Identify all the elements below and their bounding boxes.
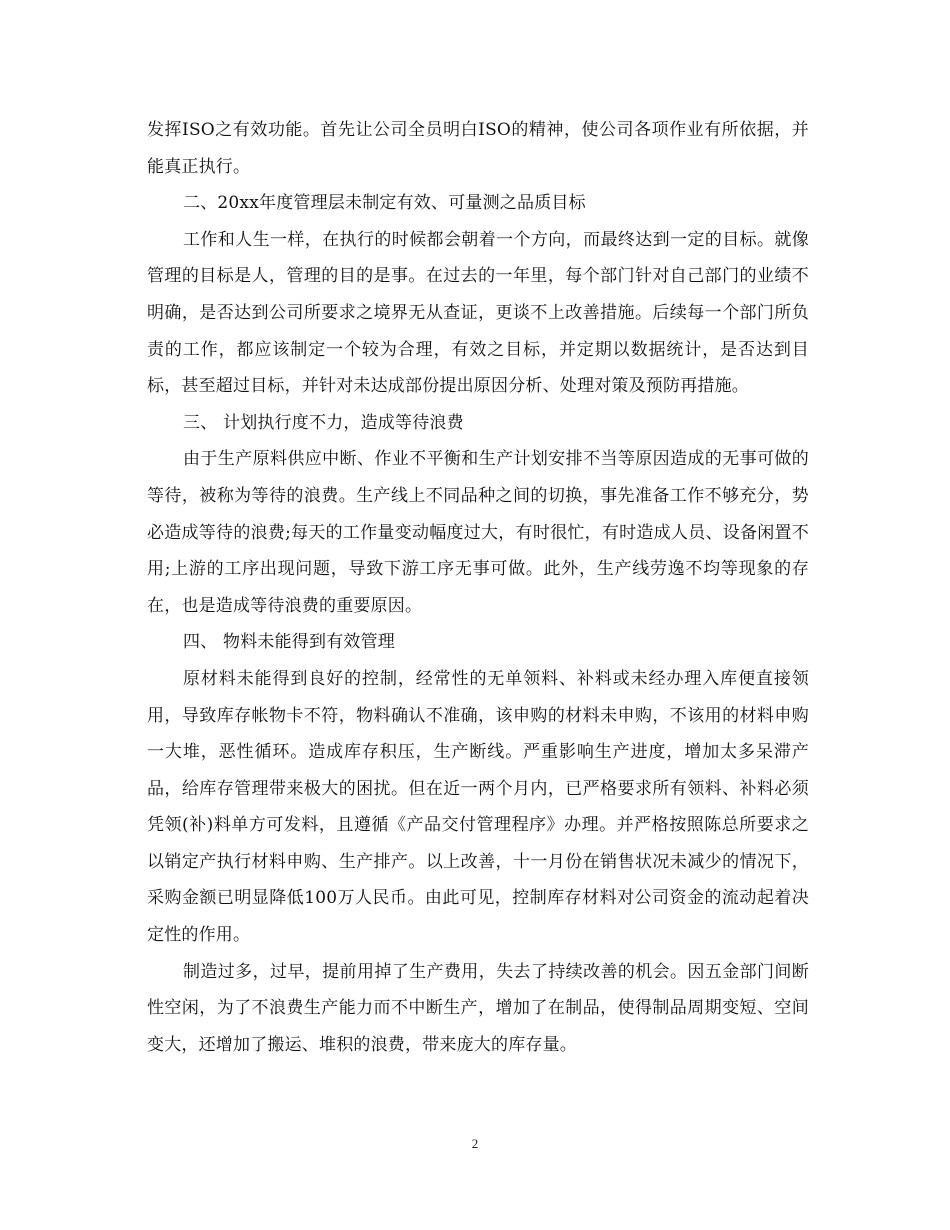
paragraph-waiting-waste: 由于生产原料供应中断、作业不平衡和生产计划安排不当等原因造成的无事可做的等待，被称为等待的浪费。生产线上不同品种之间的切换，事先准备工作不够充分，势必造成等待的浪费;每天的工作量变动幅度过大，有时很忙，有时造成人员、设备闲置不用;上游的工序出现问题，导致下游工序无事可做。此外，生产线劳逸不均等现象的存在，也是造成等待浪费的重要原因。 (147, 449, 809, 616)
paragraph-continued: 发挥ISO之有效功能。首先让公司全员明白ISO的精神，使公司各项作业有所依据，并能真正执行。 (147, 120, 809, 177)
document-body (147, 112, 809, 1063)
paragraph-goals: 工作和人生一样，在执行的时候都会朝着一个方向，而最终达到一定的目标。就像管理的目标是人，管理的目的是事。在过去的一年里，每个部门针对自己部门的业绩不明确，是否达到公司所要求之境界无从查证，更谈不上改善措施。后续每一个部门所负责的工作，都应该制定一个较为合理，有效之目标，并定期以数据统计，是否达到目标，甚至超过目标，并针对未达成部份提出原因分析、处理对策及预防再措施。 (147, 229, 809, 397)
paragraph-material-control: 原材料未能得到良好的控制，经常性的无单领料、补料或未经办理入库便直接领用，导致库存帐物卡不符，物料确认不准确，该申购的材料未申购，不该用的材料申购一大堆，恶性循环。造成库存积压，生产断线。严重影响生产进度，增加太多呆滞产品，给库存管理带来极大的困扰。但在近一两个月内，已严格要求所有领料、补料必须凭领(补)料单方可发料，且遵循《产品交付管理程序》办理。并严格按照陈总所要求之以销定产执行材料申购、生产排产。以上改善，十一月份在销售状况未减少的情况下，采购金额已明显降低100万人民币。由此可见，控制库存材料对公司资金的流动起着决定性的作用。 (147, 668, 809, 946)
section-heading-3: 三、 计划执行度不力，造成等待浪费 (183, 412, 464, 433)
section-heading-4: 四、 物料未能得到有效管理 (183, 632, 396, 653)
paragraph-overproduction: 制造过多，过早，提前用掉了生产费用，失去了持续改善的机会。因五金部门间断性空闲，为了不浪费生产能力而不中断生产，增加了在制品，使得制品周期变短、空间变大，还增加了搬运、堆积的浪费，带来庞大的库存量。 (147, 961, 809, 1055)
section-heading-2: 二、20xx年度管理层未制定有效、可量测之品质目标 (183, 193, 586, 214)
page-number: 2 (471, 1136, 479, 1151)
